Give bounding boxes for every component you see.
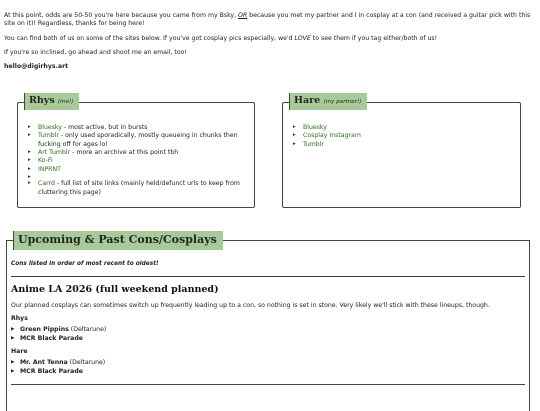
- list-item: [293, 132, 509, 140]
- cons-order-note: Cons listed in order of most recent to oldest!: [11, 261, 159, 267]
- rhys-kofi-link[interactable]: Ko-Fi: [38, 157, 53, 165]
- rhys-link-list: [28, 124, 244, 197]
- rhys-title: Rhys: [29, 95, 55, 106]
- rhys-box-heading: [24, 93, 79, 110]
- hare-bluesky-link[interactable]: Bluesky: [303, 124, 327, 131]
- rhys-tumblr-link[interactable]: Tumblr: [38, 132, 59, 140]
- cosplay-item: [11, 335, 525, 343]
- divider: [11, 384, 525, 385]
- email-address[interactable]: hello@digirhys.art: [4, 63, 69, 71]
- cosplay-name: MCR Black Parade: [20, 367, 83, 375]
- hare-tumblr-link[interactable]: Tumblr: [303, 140, 324, 148]
- hare-cosplay-label: Hare: [11, 348, 28, 356]
- list-item: [293, 124, 509, 132]
- emphasis-or: OR: [238, 12, 248, 19]
- cons-section: [6, 233, 530, 411]
- list-item: [28, 157, 244, 165]
- hare-subtitle: (my partner!): [323, 99, 362, 105]
- rhys-carrd-link[interactable]: Carrd: [38, 180, 55, 188]
- link-description: - most active, but in bursts: [61, 124, 148, 131]
- cosplay-item: [11, 368, 525, 376]
- list-item: [28, 149, 244, 157]
- intro-text: At this point, odds are 50-50 you're here because you came from my Bsky,: [4, 12, 239, 19]
- link-description: - full list of site links (mainly held/defunct urls to keep from cluttering this page): [38, 180, 240, 196]
- intro-paragraph-3: If you're so inclined, go ahead and shoot me an email, too!: [4, 49, 187, 57]
- rhys-subtitle: (me!): [57, 99, 74, 105]
- hare-cosplay-instagram-link[interactable]: Cosplay Instagram: [303, 132, 361, 140]
- rhys-cosplay-label: Rhys: [11, 314, 28, 322]
- rhys-art-tumblr-link[interactable]: Art Tumblr: [38, 149, 71, 157]
- cosplay-item: [11, 326, 525, 334]
- intro-text: You can find both of us on some of the sites below. If you've got cosplay pics especially, we'd: [4, 34, 295, 42]
- emphasis-love: LOVE: [294, 34, 311, 42]
- rhys-bluesky-link[interactable]: Bluesky: [38, 124, 62, 131]
- list-item: [28, 180, 244, 197]
- list-item: [28, 132, 244, 149]
- event-description: Our planned cosplays can sometimes switch up frequently leading up to a con, so nothing is set in stone. Very likely we'll stick with these lineups, though.: [11, 301, 490, 309]
- event-title: Anime LA 2026 (full weekend planned): [11, 283, 219, 295]
- hare-links-box: [282, 95, 521, 208]
- rhys-inprnt-link[interactable]: INPRNT: [38, 165, 61, 173]
- cons-content: [11, 261, 525, 392]
- intro-text: to see them if you tag either/both of us!: [310, 34, 438, 42]
- link-description: - more an archive at this point tbh: [70, 149, 179, 157]
- intro-text: because you met my partner and I in cosplay at a con (and received a guitar pick with this site on it)! Regardless, thanks for being here!: [4, 12, 531, 28]
- intro-paragraph-2: [4, 35, 534, 43]
- intro-paragraph-1: [4, 12, 534, 29]
- cosplay-name: Green Pippins: [20, 326, 69, 334]
- cosplay-name: Mr. Ant Tenna: [20, 359, 68, 367]
- list-item: [28, 166, 244, 174]
- divider: [11, 276, 525, 277]
- hare-title: Hare: [294, 95, 321, 106]
- cosplay-name: MCR Black Parade: [20, 334, 83, 342]
- list-item: [28, 124, 244, 132]
- cons-heading: Upcoming & Past Cons/Cosplays: [13, 231, 223, 250]
- intro-section: [4, 12, 534, 78]
- cosplay-item: [11, 359, 525, 367]
- hare-link-list: [293, 124, 509, 149]
- list-item: [293, 141, 509, 149]
- rhys-links-box: [17, 95, 255, 208]
- hare-box-heading: [289, 93, 367, 110]
- cosplay-source: (Deltarune): [68, 326, 107, 334]
- cosplay-source: (Deltarune): [67, 359, 106, 367]
- link-description: - only used sporadically, mostly queueing in chunks then fucking off for ages lol: [38, 132, 238, 148]
